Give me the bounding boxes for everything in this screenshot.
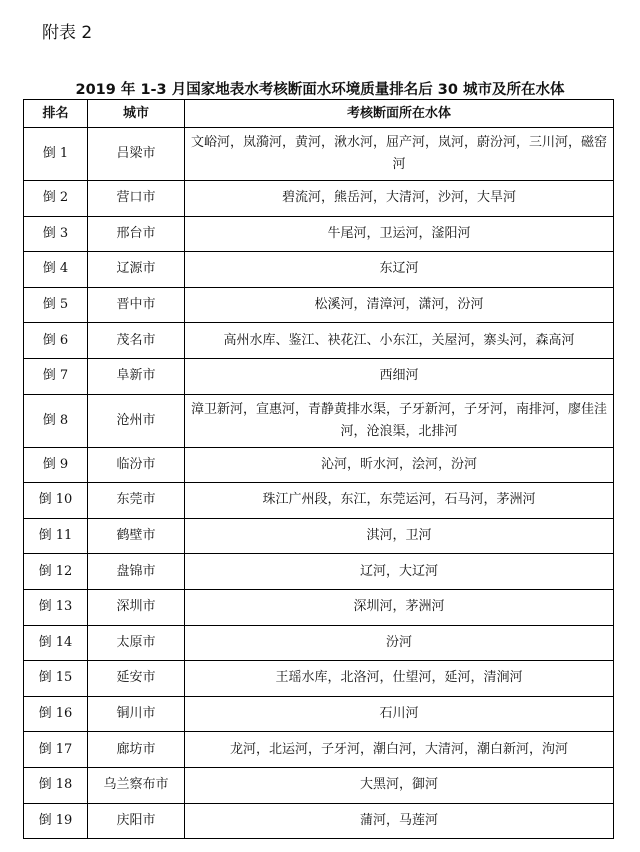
table-row <box>24 518 614 554</box>
rank-cell: 倒 18 <box>24 767 88 803</box>
rank-cell: 倒 5 <box>24 287 88 323</box>
rank-cell: 倒 6 <box>24 323 88 359</box>
rank-cell: 倒 15 <box>24 661 88 697</box>
city-cell: 邢台市 <box>88 216 185 252</box>
table-row <box>24 323 614 359</box>
water-body-cell: 蒲河，马莲河 <box>185 803 614 839</box>
water-body-cell: 西细河 <box>185 358 614 394</box>
city-cell: 营口市 <box>88 181 185 217</box>
city-cell: 吕梁市 <box>88 128 185 181</box>
city-cell: 庆阳市 <box>88 803 185 839</box>
city-cell: 临汾市 <box>88 447 185 483</box>
header-city: 城市 <box>88 100 185 128</box>
city-cell: 阜新市 <box>88 358 185 394</box>
rank-cell: 倒 13 <box>24 589 88 625</box>
header-water-body: 考核断面所在水体 <box>185 100 614 128</box>
water-body-cell: 高州水库、鉴江、袂花江、小东江，关屋河，寨头河，森高河 <box>185 323 614 359</box>
table-row <box>24 767 614 803</box>
water-body-cell: 辽河，大辽河 <box>185 554 614 590</box>
rank-cell: 倒 2 <box>24 181 88 217</box>
table-row <box>24 732 614 768</box>
table-row <box>24 625 614 661</box>
city-cell: 盘锦市 <box>88 554 185 590</box>
table-row <box>24 589 614 625</box>
water-body-cell: 淇河，卫河 <box>185 518 614 554</box>
rank-cell: 倒 9 <box>24 447 88 483</box>
city-cell: 太原市 <box>88 625 185 661</box>
water-body-cell: 深圳河，茅洲河 <box>185 589 614 625</box>
annex-label: 附表 2 <box>42 23 93 43</box>
table-row <box>24 287 614 323</box>
water-body-cell: 沁河，昕水河，浍河，汾河 <box>185 447 614 483</box>
water-body-cell: 石川河 <box>185 696 614 732</box>
rank-cell: 倒 16 <box>24 696 88 732</box>
table-row <box>24 696 614 732</box>
city-cell: 晋中市 <box>88 287 185 323</box>
rank-cell: 倒 8 <box>24 394 88 447</box>
ranking-table <box>23 99 614 839</box>
table-row <box>24 128 614 181</box>
table-row <box>24 252 614 288</box>
water-body-cell: 汾河 <box>185 625 614 661</box>
water-body-cell: 珠江广州段，东江，东莞运河，石马河，茅洲河 <box>185 483 614 519</box>
city-cell: 茂名市 <box>88 323 185 359</box>
rank-cell: 倒 4 <box>24 252 88 288</box>
city-cell: 辽源市 <box>88 252 185 288</box>
city-cell: 乌兰察布市 <box>88 767 185 803</box>
city-cell: 深圳市 <box>88 589 185 625</box>
city-cell: 沧州市 <box>88 394 185 447</box>
water-body-cell: 龙河，北运河，子牙河，潮白河，大清河，潮白新河，泃河 <box>185 732 614 768</box>
water-body-cell: 王瑶水库，北洛河，仕望河，延河，清涧河 <box>185 661 614 697</box>
table-row <box>24 554 614 590</box>
water-body-cell: 东辽河 <box>185 252 614 288</box>
water-body-cell: 碧流河，熊岳河，大清河，沙河，大旱河 <box>185 181 614 217</box>
table-row <box>24 447 614 483</box>
rank-cell: 倒 11 <box>24 518 88 554</box>
city-cell: 廊坊市 <box>88 732 185 768</box>
rank-cell: 倒 17 <box>24 732 88 768</box>
water-body-cell: 松溪河，清漳河，潇河，汾河 <box>185 287 614 323</box>
rank-cell: 倒 19 <box>24 803 88 839</box>
table-row <box>24 483 614 519</box>
table-row <box>24 394 614 447</box>
rank-cell: 倒 1 <box>24 128 88 181</box>
rank-cell: 倒 14 <box>24 625 88 661</box>
table-header-row <box>24 100 614 128</box>
table-row <box>24 216 614 252</box>
table-row <box>24 661 614 697</box>
city-cell: 延安市 <box>88 661 185 697</box>
rank-cell: 倒 7 <box>24 358 88 394</box>
table-row <box>24 358 614 394</box>
water-body-cell: 牛尾河，卫运河，滏阳河 <box>185 216 614 252</box>
water-body-cell: 文峪河，岚漪河，黄河，湫水河，屈产河，岚河，蔚汾河，三川河，磁窑河 <box>185 128 614 181</box>
table-row <box>24 181 614 217</box>
table-title: 2019 年 1-3 月国家地表水考核断面水环境质量排名后 30 城市及所在水体 <box>75 82 565 98</box>
city-cell: 鹤壁市 <box>88 518 185 554</box>
city-cell: 东莞市 <box>88 483 185 519</box>
header-rank: 排名 <box>24 100 88 128</box>
rank-cell: 倒 3 <box>24 216 88 252</box>
table-row <box>24 803 614 839</box>
rank-cell: 倒 12 <box>24 554 88 590</box>
city-cell: 铜川市 <box>88 696 185 732</box>
rank-cell: 倒 10 <box>24 483 88 519</box>
water-body-cell: 漳卫新河，宣惠河，青静黄排水渠，子牙新河，子牙河，南排河，廖佳洼河，沧浪渠，北排河 <box>185 394 614 447</box>
water-body-cell: 大黑河，御河 <box>185 767 614 803</box>
